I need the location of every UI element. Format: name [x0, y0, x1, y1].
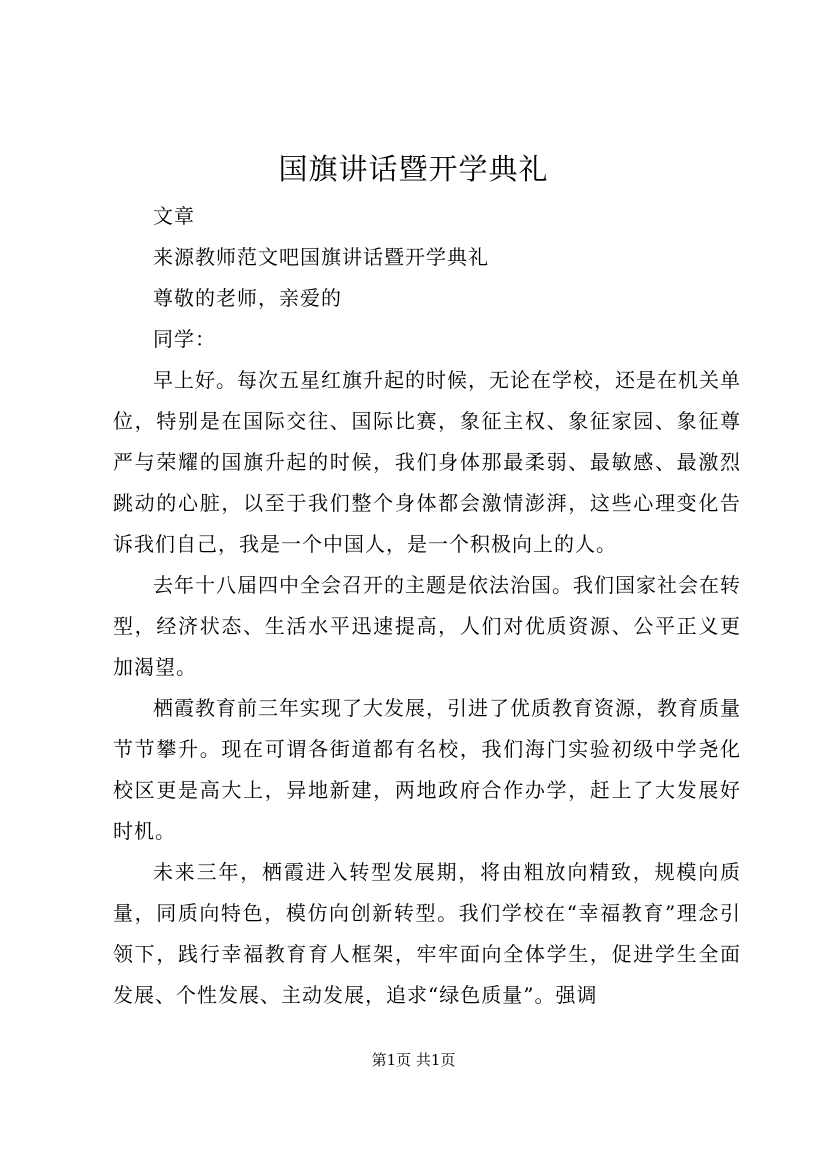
paragraph-body-1: 早上好。每次五星红旗升起的时候，无论在学校，还是在机关单位，特别是在国际交往、国际比赛，象征主权、象征家园、象征尊严与荣耀的国旗升起的时候，我们身体那最柔弱、最敏感、最激烈跳动的心脏，以至于我们整个身体都会激情澎湃，这些心理变化告诉我们自己，我是一个中国人，是一个积极向上的人。: [113, 368, 741, 556]
paragraph-source: 来源教师范文吧国旗讲话暨开学典礼: [153, 245, 489, 269]
paragraph-body-4: 未来三年，栖霞进入转型发展期，将由粗放向精致，规模向质量，同质向特色，模仿向创新转型。我们学校在“幸福教育”理念引领下，践行幸福教育育人框架，牢牢面向全体学生，促进学生全面发展、个性发展、主动发展，追求“绿色质量”。强调: [113, 860, 741, 1007]
paragraph-salutation-cont: 同学：: [153, 327, 216, 351]
paragraph-body-3: 栖霞教育前三年实现了大发展，引进了优质教育资源，教育质量节节攀升。现在可谓各街道都有名校，我们海门实验初级中学尧化校区更是高大上，异地新建，两地政府合作办学，赶上了大发展好时机。: [113, 696, 741, 843]
paragraph-salutation: 尊敬的老师，亲爱的: [153, 286, 342, 310]
paragraph-body-2: 去年十八届四中全会召开的主题是依法治国。我们国家社会在转型，经济状态、生活水平迅速提高，人们对优质资源、公平正义更加渴望。: [113, 573, 741, 679]
document-body: [113, 196, 741, 1016]
page-footer: 第1页 共1页: [371, 1051, 456, 1069]
document-title: 国旗讲话暨开学典礼: [278, 152, 549, 186]
paragraph-label: 文章: [153, 204, 195, 228]
